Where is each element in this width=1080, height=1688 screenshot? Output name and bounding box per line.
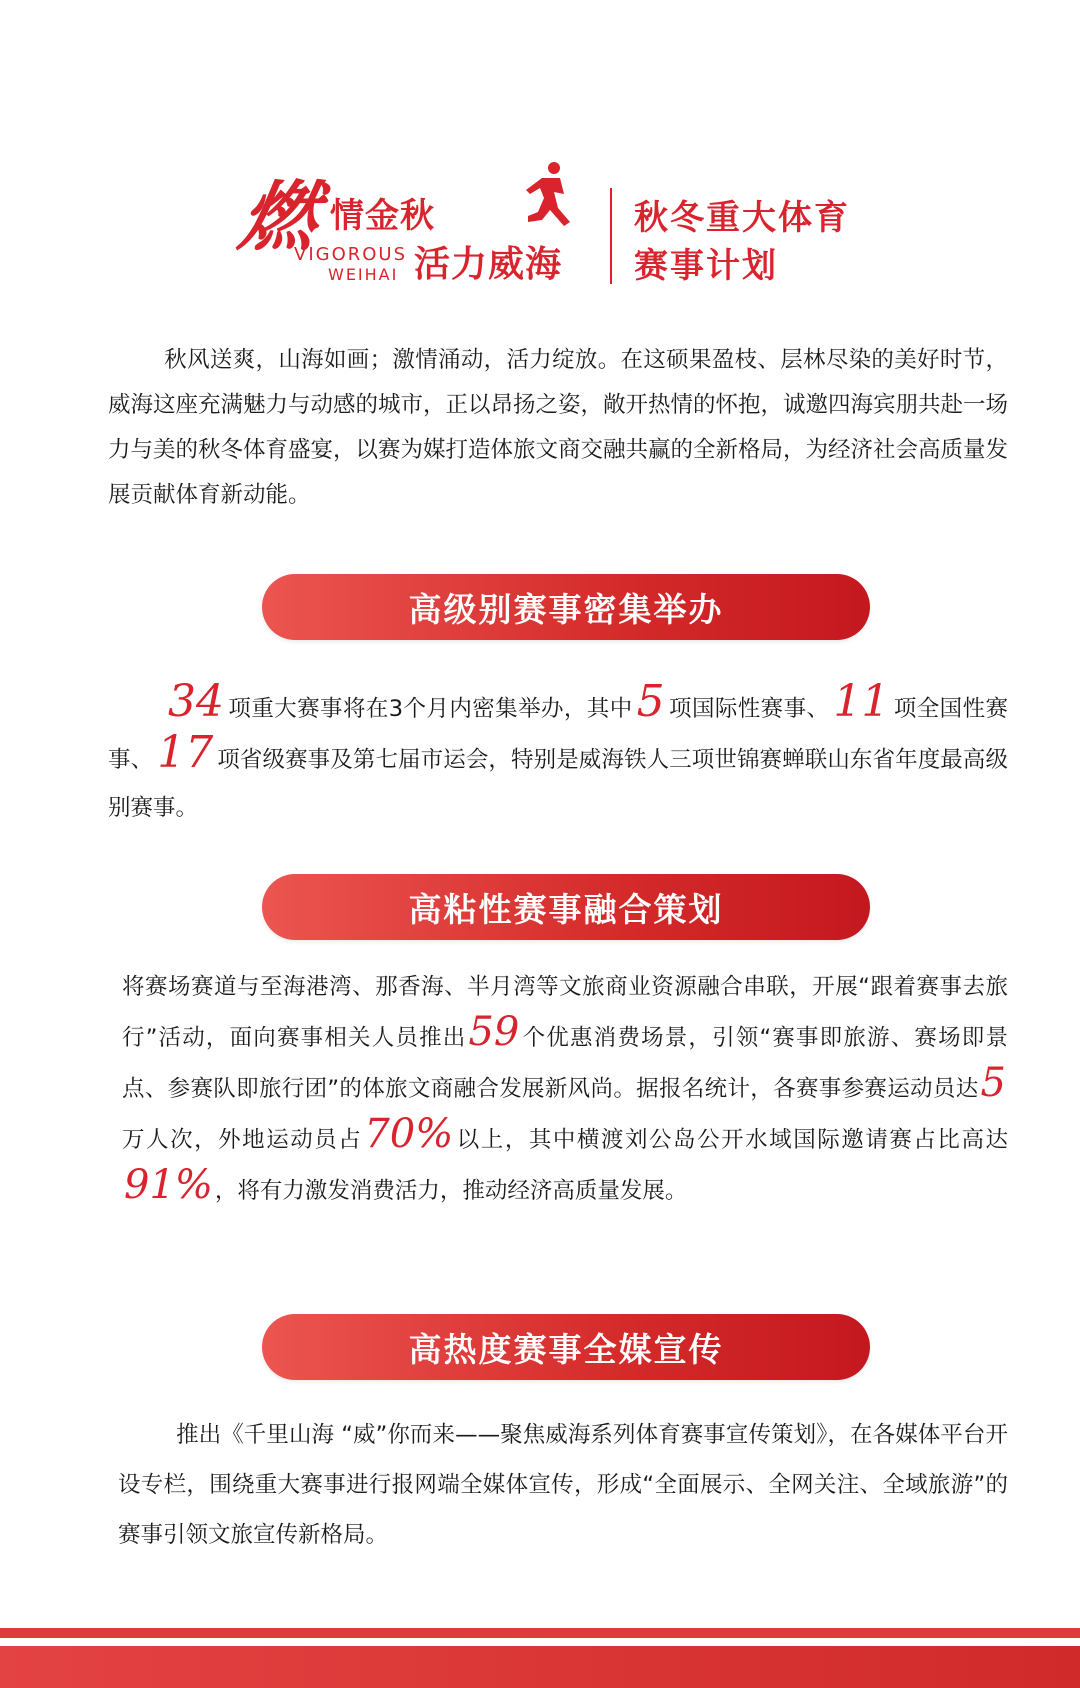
section3-paragraph: [118, 1410, 1008, 1560]
section1-title: 高级别赛事密集举办: [262, 574, 870, 640]
stat-5-wan: 5: [980, 1060, 1006, 1106]
stat-59: 59: [468, 1009, 520, 1055]
section2-text-2: 个优惠消费场景，引领“赛事即旅游、赛场即景点、参赛队即旅行团”的体旅文商融合发展新风尚。据报名统计，各赛事参赛运动员达: [122, 1025, 1008, 1102]
logo-char: 燃: [233, 172, 325, 261]
section3-text: 推出《千里山海 “威”你而来——聚焦威海系列体育赛事宣传策划》，在各媒体平台开设专栏，围绕重大赛事进行报网端全媒体宣传，形成“全面展示、全网关注、全域旅游”的赛事引领文旅宣传新格局。: [118, 1422, 1008, 1548]
section2-title: 高粘性赛事融合策划: [262, 874, 870, 940]
section1-text-3: 项全国性赛事、: [108, 696, 1008, 773]
section1-text-2: 项国际性赛事、: [668, 696, 830, 722]
logo-en1: VIGOROUS: [294, 244, 408, 265]
section1-text-4: 项省级赛事及第七届市运会，特别是威海铁人三项世锦赛蝉联山东省年度最高级别赛事。: [108, 747, 1008, 821]
section1-paragraph: [108, 676, 1008, 832]
plan-title-line2: 赛事计划: [634, 246, 778, 286]
section2-text-5: ，将有力激发消费活力，推动经济高质量发展。: [214, 1178, 688, 1204]
header-logo: [233, 150, 878, 290]
logo-line2: 活力威海: [414, 244, 563, 285]
intro-text: 秋风送爽，山海如画；激情涌动，活力绽放。在这硕果盈枝、层林尽染的美好时节，威海这座充满魅力与动感的城市，正以昂扬之姿，敞开热情的怀抱，诚邀四海宾朋共赴一场力与美的秋冬体育盛宴，以赛为媒打造体旅文商交融共赢的全新格局，为经济社会高质量发展贡献体育新动能。: [108, 347, 1009, 508]
section2-paragraph: [122, 962, 1008, 1216]
header-divider: [610, 188, 612, 284]
runner-icon: [520, 160, 576, 230]
stat-11-national: 11: [833, 676, 890, 727]
logo-en2: WEIHAI: [328, 265, 399, 284]
intro-paragraph: [108, 338, 1008, 518]
stat-70-percent: 70%: [364, 1111, 454, 1157]
section2-text-4: 以上，其中横渡刘公岛公开水域国际邀请赛占比高达: [455, 1127, 1008, 1153]
stat-91-percent: 91%: [124, 1162, 213, 1208]
section2-text-1: 将赛场赛道与至海港湾、那香海、半月湾等文旅商业资源融合串联，开展“跟着赛事去旅行”活动，面向赛事相关人员推出: [122, 974, 1008, 1051]
plan-title-line1: 秋冬重大体育: [634, 198, 850, 238]
stat-34: 34: [168, 676, 224, 727]
section2-text-3: 万人次，外地运动员占: [122, 1127, 363, 1153]
section3-title: 高热度赛事全媒宣传: [262, 1314, 870, 1380]
footer-stripe-thin: [0, 1628, 1080, 1638]
stat-5-international: 5: [636, 676, 665, 727]
section1-text-1: 项重大赛事将在3个月内密集举办，其中: [228, 696, 633, 722]
footer-stripe-thick: [0, 1646, 1080, 1688]
logo-line1: 情金秋: [330, 196, 435, 236]
stat-17-provincial: 17: [157, 727, 214, 778]
